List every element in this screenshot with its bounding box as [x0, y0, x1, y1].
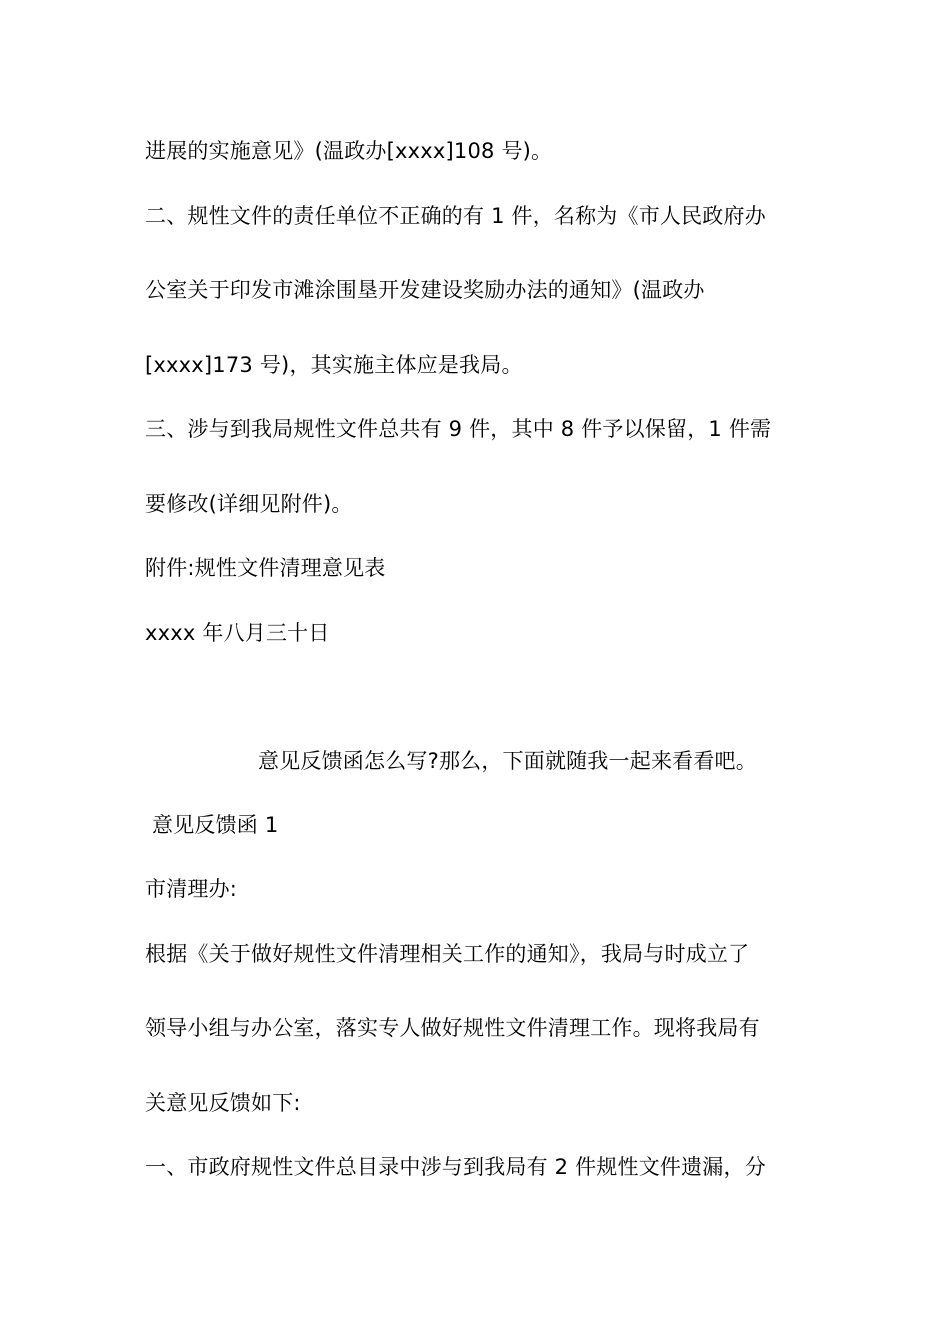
paragraph-line: 根据《关于做好规性文件清理相关工作的通知》，我局与时成立了: [145, 942, 750, 966]
paragraph-line: 一、市政府规性文件总目录中涉与到我局有 2 件规性文件遗漏，分: [145, 1155, 766, 1179]
section-intro: 意见反馈函怎么写?那么，下面就随我一起来看看吧。: [258, 749, 757, 773]
paragraph-line: 关意见反馈如下:: [145, 1091, 301, 1115]
paragraph-line: 三、涉与到我局规性文件总共有 9 件，其中 8 件予以保留，1 件需: [145, 417, 772, 441]
attachment-line: 附件:规性文件清理意见表: [145, 556, 386, 580]
paragraph-line: [xxxx]173 号)，其实施主体应是我局。: [145, 353, 523, 377]
paragraph-line: 领导小组与办公室，落实专人做好规性文件清理工作。现将我局有: [145, 1016, 760, 1040]
date-line: xxxx 年八月三十日: [145, 621, 330, 645]
paragraph-line: 公室关于印发市滩涂围垦开发建设奖励办法的通知》(温政办: [145, 278, 705, 302]
paragraph-line: 要修改(详细见附件)。: [145, 492, 353, 516]
paragraph-line: 进展的实施意见》(温政办[xxxx]108 号)。: [145, 139, 553, 163]
recipient-line: 市清理办:: [145, 877, 238, 901]
paragraph-line: 二、规性文件的责任单位不正确的有 1 件，名称为《市人民政府办: [145, 204, 766, 228]
section-heading: 意见反馈函 1: [152, 813, 279, 837]
